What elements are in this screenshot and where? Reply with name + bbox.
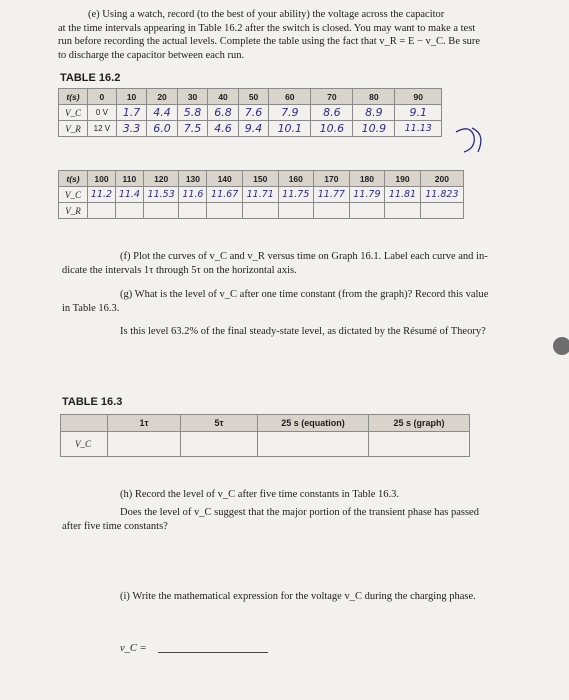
header-cell: 25 s (equation) (258, 415, 369, 432)
empty-cell[interactable] (258, 432, 369, 457)
vr-cell (420, 203, 463, 219)
empty-cell[interactable] (369, 432, 470, 457)
vr-cell: 12 V (88, 121, 117, 137)
table-row (59, 121, 442, 137)
time-cell: 150 (242, 171, 278, 187)
vc-cell: 11.67 (207, 187, 243, 203)
vc-cell: 11.79 (349, 187, 385, 203)
time-cell: 170 (314, 171, 350, 187)
time-label: t(s) (59, 89, 88, 105)
table-16-2-bottom (58, 170, 464, 219)
time-cell: 80 (353, 89, 395, 105)
time-cell: 130 (179, 171, 207, 187)
empty-cell[interactable] (108, 432, 181, 457)
empty-cell[interactable] (181, 432, 258, 457)
table-16-2-top (58, 88, 442, 137)
vr-cell: 10.6 (311, 121, 353, 137)
answer-label: v_C = (120, 643, 147, 654)
time-cell: 180 (349, 171, 385, 187)
vc-cell: 1.7 (116, 105, 147, 121)
vr-cell: 10.1 (269, 121, 311, 137)
vr-cell (278, 203, 314, 219)
time-label: t(s) (59, 171, 88, 187)
vc-cell: 0 V (88, 105, 117, 121)
question-e-line: to discharge the capacitor between each run. (58, 49, 245, 61)
vc-cell: 11.71 (242, 187, 278, 203)
time-cell: 50 (238, 89, 269, 105)
vc-cell: 11.77 (314, 187, 350, 203)
vc-label: V_C (59, 105, 88, 121)
table-row (59, 187, 464, 203)
time-cell: 20 (147, 89, 178, 105)
time-cell: 190 (385, 171, 421, 187)
vr-cell: 11.13 (395, 121, 442, 137)
header-cell: 25 s (graph) (369, 415, 470, 432)
question-f (62, 250, 552, 277)
vc-cell: 11.6 (179, 187, 207, 203)
time-cell: 100 (88, 171, 116, 187)
vr-label: V_R (59, 203, 88, 219)
vr-cell (143, 203, 179, 219)
question-g (62, 288, 552, 315)
vr-cell (179, 203, 207, 219)
table-16-3-title: TABLE 16.3 (62, 396, 123, 408)
time-cell: 160 (278, 171, 314, 187)
vc-cell: 8.6 (311, 105, 353, 121)
vr-label: V_R (59, 121, 88, 137)
table-row (59, 105, 442, 121)
vr-cell: 9.4 (238, 121, 269, 137)
time-cell: 110 (115, 171, 143, 187)
vr-cell: 10.9 (353, 121, 395, 137)
question-f-line: dicate the intervals 1τ through 5τ on the horizontal axis. (62, 264, 297, 276)
time-cell: 120 (143, 171, 179, 187)
table-row (61, 432, 470, 457)
answer-line[interactable] (158, 652, 268, 653)
header-cell: 5τ (181, 415, 258, 432)
table-16-2-title: TABLE 16.2 (60, 72, 121, 84)
vc-cell: 5.8 (177, 105, 208, 121)
question-g-line: (g) What is the level of v_C after one time constant (from the graph)? Record this value (120, 289, 489, 300)
question-i: (i) Write the mathematical expression for the voltage v_C during the charging phase. (120, 591, 476, 602)
question-f-line: (f) Plot the curves of v_C and v_R versus time on Graph 16.1. Label each curve and in- (120, 251, 488, 262)
time-cell: 90 (395, 89, 442, 105)
vr-cell (207, 203, 243, 219)
vr-cell: 3.3 (116, 121, 147, 137)
question-h-line: (h) Record the level of v_C after five time constants in Table 16.3. (120, 489, 399, 500)
vr-cell (314, 203, 350, 219)
vr-cell: 4.6 (208, 121, 239, 137)
table-row (59, 203, 464, 219)
vc-cell: 11.81 (385, 187, 421, 203)
time-cell: 70 (311, 89, 353, 105)
question-e-line: at the time intervals appearing in Table 16.2 after the switch is closed. You may want to make a test (58, 22, 476, 34)
vr-cell (88, 203, 116, 219)
vc-cell: 11.4 (115, 187, 143, 203)
table-row (59, 171, 464, 187)
time-cell: 140 (207, 171, 243, 187)
vr-cell (115, 203, 143, 219)
question-e-line: run before recording the actual levels. Complete the table using the fact that v_R = E − v_C. Be sure (58, 36, 481, 47)
vr-cell: 6.0 (147, 121, 178, 137)
table-row (59, 89, 442, 105)
vr-cell (349, 203, 385, 219)
vc-cell: 8.9 (353, 105, 395, 121)
vc-cell: 11.2 (88, 187, 116, 203)
question-e (58, 8, 558, 62)
header-cell (61, 415, 108, 432)
time-cell: 60 (269, 89, 311, 105)
time-cell: 200 (420, 171, 463, 187)
vr-cell: 7.5 (177, 121, 208, 137)
vc-cell: 11.75 (278, 187, 314, 203)
vr-cell (242, 203, 278, 219)
binder-hole (553, 337, 569, 355)
question-g-line: in Table 16.3. (62, 302, 120, 314)
vc-cell: 7.6 (238, 105, 269, 121)
time-cell: 0 (88, 89, 117, 105)
scribble-mark (452, 122, 492, 158)
time-cell: 40 (208, 89, 239, 105)
vc-cell: 9.1 (395, 105, 442, 121)
table-row (61, 415, 470, 432)
question-h-line: Does the level of v_C suggest that the major portion of the transient phase has passed (120, 507, 479, 518)
question-h-line: after five time constants? (62, 521, 168, 532)
vc-cell: 7.9 (269, 105, 311, 121)
vc-cell: 4.4 (147, 105, 178, 121)
vc-cell: 11.53 (143, 187, 179, 203)
vc-cell: 11.823 (420, 187, 463, 203)
vc-label: V_C (59, 187, 88, 203)
header-cell: 1τ (108, 415, 181, 432)
question-g-followup: Is this level 63.2% of the final steady-state level, as dictated by the Résumé of Theory? (120, 326, 486, 337)
time-cell: 30 (177, 89, 208, 105)
vc-label: V_C (61, 432, 108, 457)
time-cell: 10 (116, 89, 147, 105)
question-e-line: (e) Using a watch, record (to the best of your ability) the voltage across the capacitor (88, 9, 445, 20)
vr-cell (385, 203, 421, 219)
vc-cell: 6.8 (208, 105, 239, 121)
table-16-3 (60, 414, 470, 457)
